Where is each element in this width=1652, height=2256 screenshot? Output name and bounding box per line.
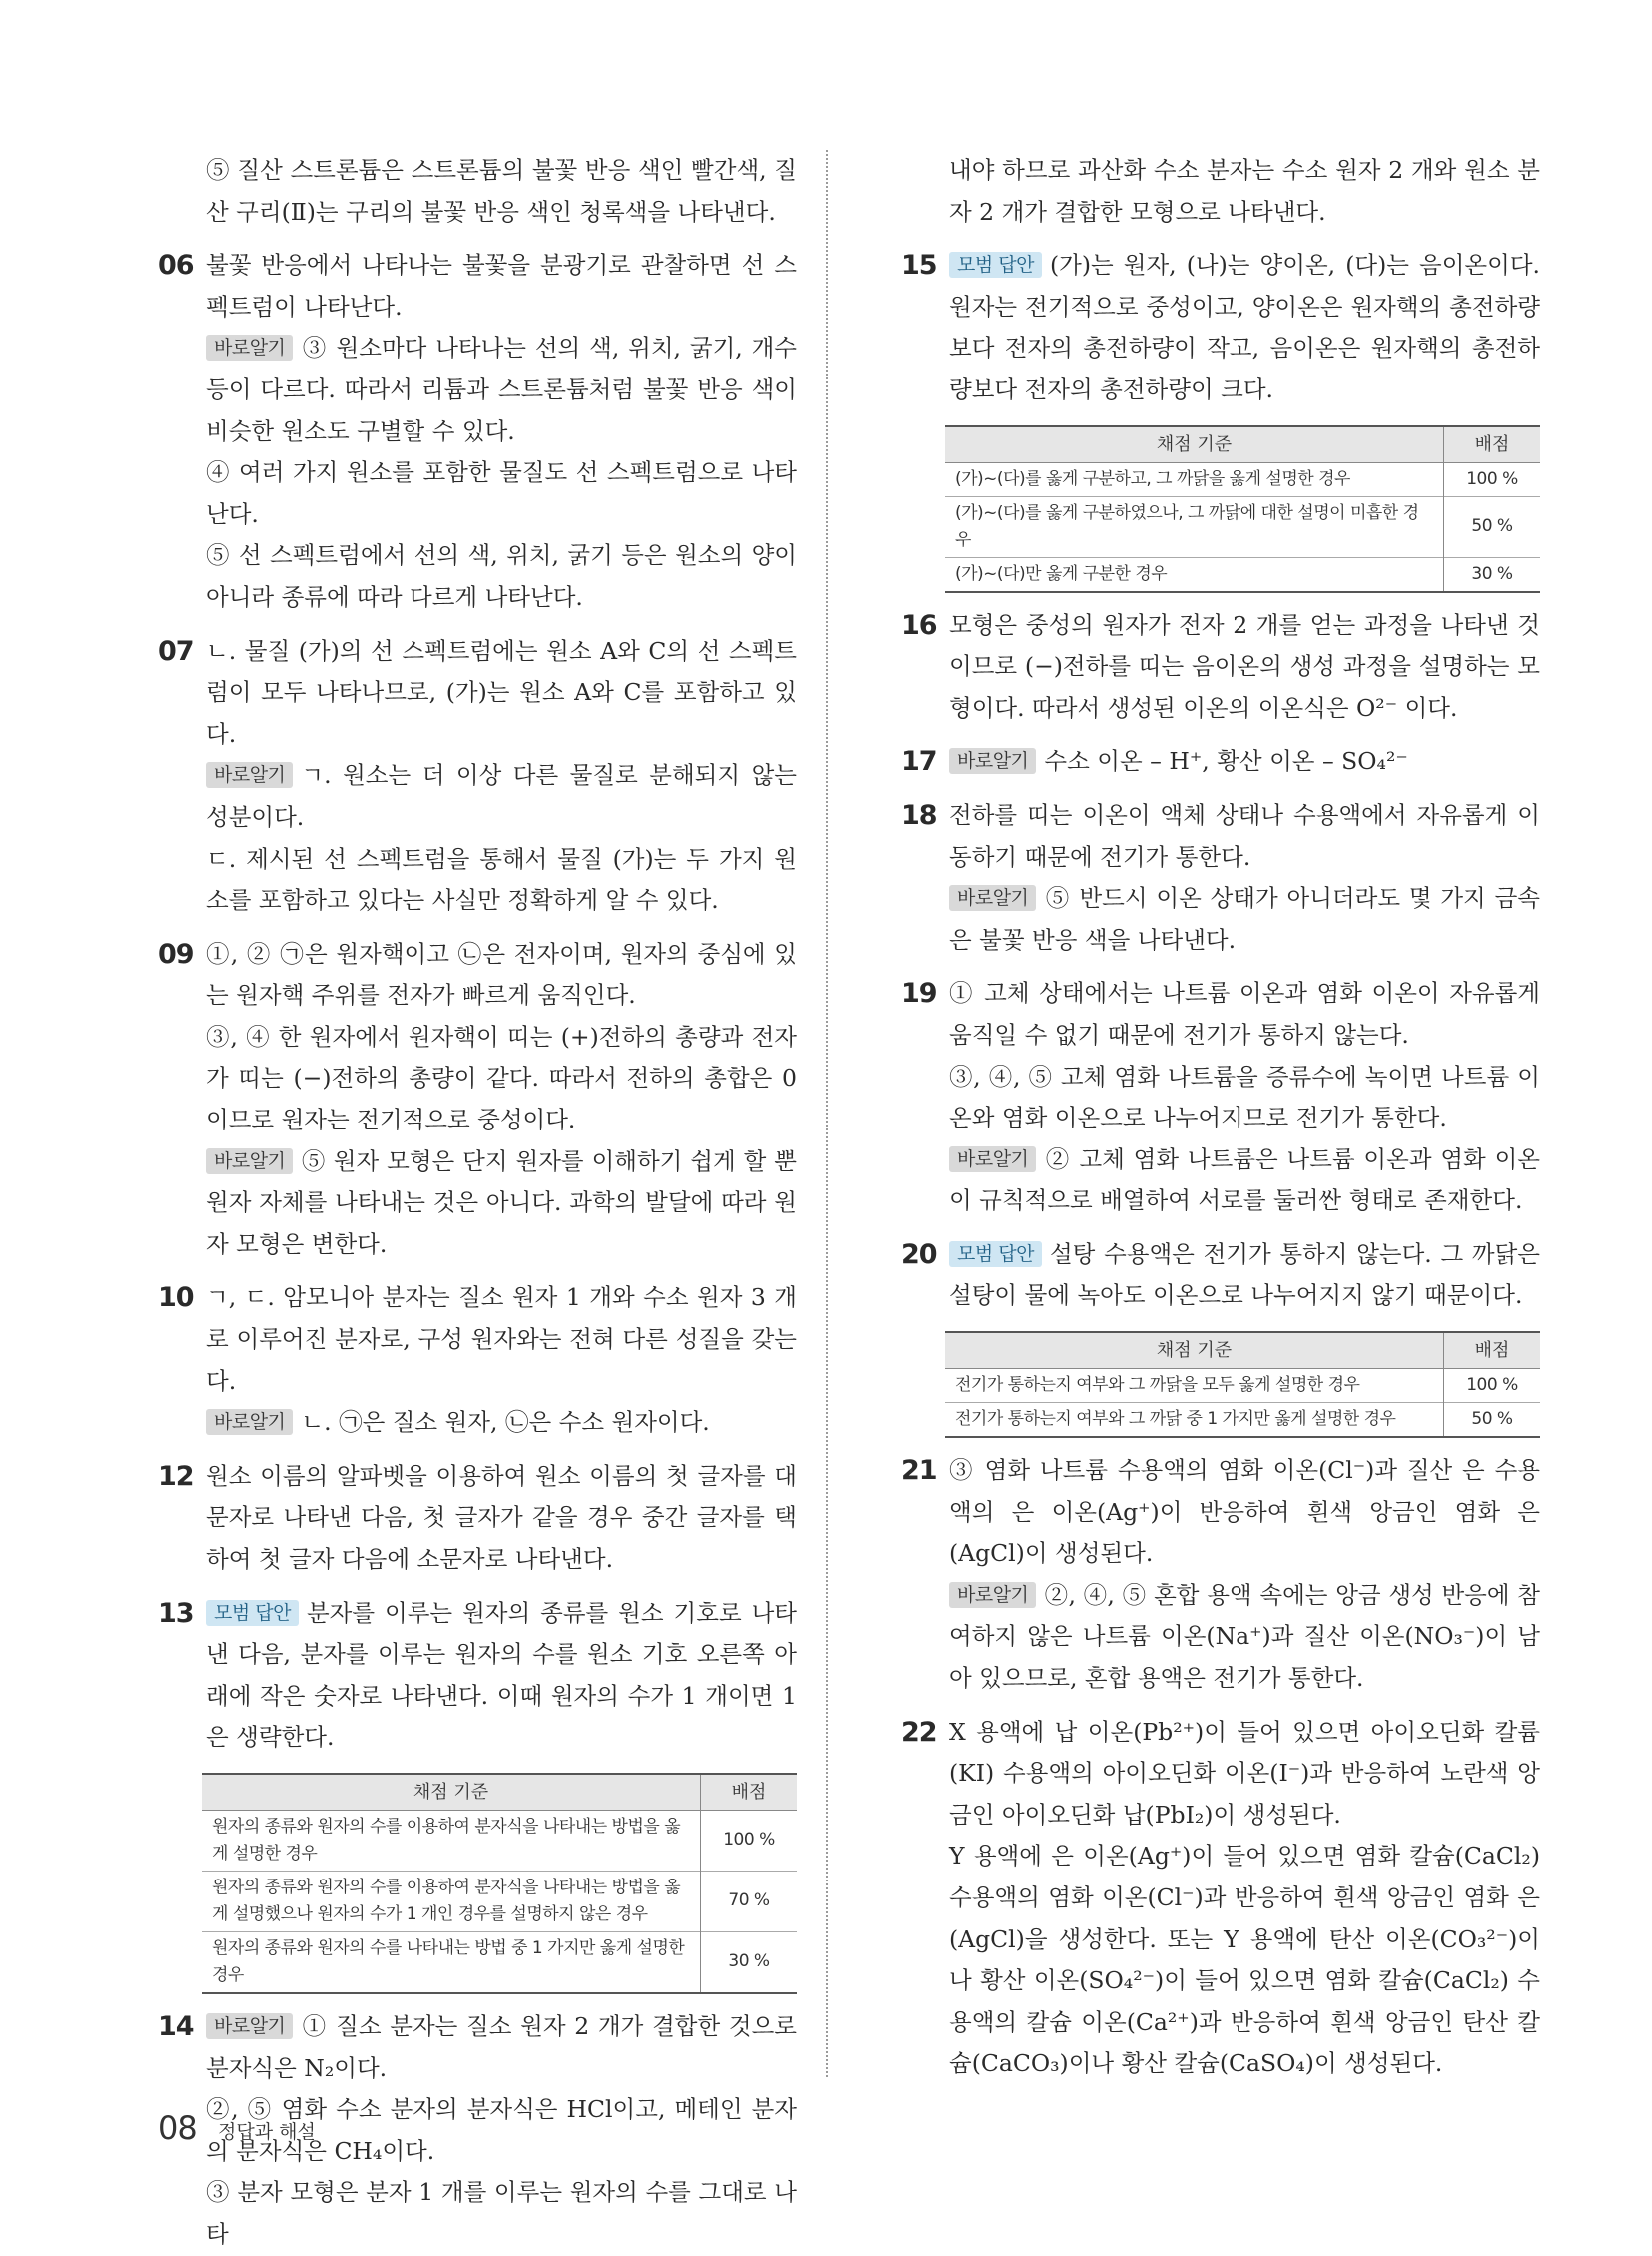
answer-item <box>901 973 1540 1222</box>
answer-item <box>158 631 797 922</box>
answer-paragraph <box>949 1139 1540 1222</box>
paragraph-text: 설탕 수용액은 전기가 통하지 않는다. 그 까닭은 설탕이 물에 녹아도 이온으로 나누어지지 않기 때문이다. <box>949 1239 1540 1310</box>
paragraph-text: ②, ⑤ 염화 수소 분자의 분자식은 HCl이고, 메테인 분자의 분자식은 CH₄이다. <box>206 2095 797 2165</box>
table-header-criteria: 채점 기준 <box>202 1774 701 1811</box>
paragraph-text: 모형은 중성의 원자가 전자 2 개를 얻는 과정을 나타낸 것이므로 (−)전하를 띠는 음이온의 생성 과정을 설명하는 모형이다. 따라서 생성된 이온의 이온식은 O²⁻ 이다. <box>949 610 1540 722</box>
answer-paragraph <box>949 878 1540 961</box>
answer-paragraph <box>206 328 797 452</box>
paragraph-text: 원소 이름의 알파벳을 이용하여 원소 이름의 첫 글자를 대문자로 나타낸 다음, 첫 글자가 같을 경우 중간 글자를 택하여 첫 글자 다음에 소문자로 나타낸다. <box>206 1461 797 1573</box>
answer-item <box>901 1234 1540 1438</box>
table-header-score: 배점 <box>1444 426 1541 463</box>
paragraph-text: ⑤ 질산 스트론튬은 스트론튬의 불꽃 반응 색인 빨간색, 질산 구리(Ⅱ)는 구리의 불꽃 반응 색인 청록색을 나타낸다. <box>206 156 797 226</box>
table-cell-criteria: 전기가 통하는지 여부와 그 까닭을 모두 옳게 설명한 경우 <box>945 1369 1444 1403</box>
answer-paragraph <box>949 150 1540 233</box>
table-cell-score: 30 % <box>701 1931 798 1993</box>
answer-paragraph <box>949 245 1540 410</box>
table-cell-score: 70 % <box>701 1871 798 1931</box>
answer-paragraph <box>206 934 797 1017</box>
answer-paragraph <box>206 755 797 838</box>
answer-paragraph <box>206 1141 797 1266</box>
table-cell-score: 100 % <box>701 1810 798 1871</box>
table-cell-score: 100 % <box>1444 462 1541 496</box>
correction-badge: 바로알기 <box>949 748 1036 774</box>
paragraph-text: 불꽃 반응에서 나타나는 불꽃을 분광기로 관찰하면 선 스펙트럼이 나타난다. <box>206 251 797 321</box>
paragraph-text: ㄷ. 제시된 선 스펙트럼을 통해서 물질 (가)는 두 가지 원소를 포함하고 있다는 사실만 정확하게 알 수 있다. <box>206 844 797 915</box>
table-header-criteria: 채점 기준 <box>945 1332 1444 1369</box>
table-cell-criteria: 전기가 통하는지 여부와 그 까닭 중 1 가지만 옳게 설명한 경우 <box>945 1403 1444 1438</box>
table-row <box>945 496 1540 557</box>
table-cell-score: 50 % <box>1444 1403 1541 1438</box>
table-cell-criteria: 원자의 종류와 원자의 수를 이용하여 분자식을 나타내는 방법을 옳게 설명했으나 원자의 수가 1 개인 경우를 설명하지 않은 경우 <box>202 1871 701 1931</box>
answer-paragraph <box>949 795 1540 878</box>
table-row <box>945 557 1540 592</box>
answer-item <box>158 1456 797 1581</box>
answer-item <box>901 741 1540 783</box>
paragraph-text: ⑤ 반드시 이온 상태가 아니더라도 몇 가지 금속은 불꽃 반응 색을 나타낸다. <box>949 884 1540 954</box>
answer-paragraph <box>206 2006 797 2089</box>
table-cell-criteria: (가)~(다)만 옳게 구분한 경우 <box>945 557 1444 592</box>
answer-item <box>158 934 797 1266</box>
answer-paragraph <box>206 245 797 328</box>
answer-paragraph <box>206 631 797 756</box>
right-column <box>901 150 1540 2085</box>
table-row <box>945 1403 1540 1438</box>
paragraph-text: 수소 이온 – H⁺, 황산 이온 – SO₄²⁻ <box>1044 747 1408 776</box>
scoring-table <box>202 1773 797 1994</box>
answer-paragraph <box>206 1456 797 1581</box>
answer-paragraph <box>206 1593 797 1759</box>
correction-badge: 바로알기 <box>206 762 293 788</box>
answer-item <box>901 150 1540 233</box>
paragraph-text: ㄴ. ㉠은 질소 원자, ㉡은 수소 원자이다. <box>301 1408 710 1437</box>
paragraph-text: ㄴ. 물질 (가)의 선 스펙트럼에는 원소 A와 C의 선 스펙트럼이 모두 나타나므로, (가)는 원소 A와 C를 포함하고 있다. <box>206 636 797 748</box>
paragraph-text: ⑤ 선 스펙트럼에서 선의 색, 위치, 굵기 등은 원소의 양이 아니라 종류에 따라 다르게 나타난다. <box>206 541 797 611</box>
scoring-table <box>945 425 1540 593</box>
answer-item <box>901 245 1540 592</box>
correction-badge: 바로알기 <box>206 1148 293 1174</box>
table-row <box>202 1871 797 1931</box>
answer-paragraph <box>949 1836 1540 2085</box>
question-number: 17 <box>901 746 937 778</box>
question-number: 22 <box>901 1716 937 1748</box>
question-number: 15 <box>901 250 937 282</box>
question-number: 20 <box>901 1238 937 1270</box>
question-number: 07 <box>158 635 194 667</box>
model-answer-badge: 모범 답안 <box>949 1241 1042 1267</box>
answer-paragraph <box>206 2172 797 2255</box>
answer-item <box>158 245 797 618</box>
answer-paragraph <box>206 1277 797 1402</box>
correction-badge: 바로알기 <box>949 1582 1036 1608</box>
table-cell-score: 100 % <box>1444 1369 1541 1403</box>
answer-paragraph <box>949 973 1540 1056</box>
paragraph-text: 전하를 띠는 이온이 액체 상태나 수용액에서 자유롭게 이동하기 때문에 전기가 통한다. <box>949 800 1540 871</box>
answer-paragraph <box>206 150 797 233</box>
correction-badge: 바로알기 <box>206 2013 293 2039</box>
question-number: 21 <box>901 1455 937 1487</box>
answer-paragraph <box>949 1450 1540 1575</box>
table-cell-score: 50 % <box>1444 496 1541 557</box>
answer-paragraph <box>206 839 797 922</box>
model-answer-badge: 모범 답안 <box>949 252 1042 278</box>
answer-paragraph <box>206 535 797 618</box>
answer-item <box>158 1593 797 1994</box>
answer-paragraph <box>949 1057 1540 1139</box>
paragraph-text: Y 용액에 은 이온(Ag⁺)이 들어 있으면 염화 칼슘(CaCl₂) 수용액의 염화 이온(Cl⁻)과 반응하여 흰색 앙금인 염화 은(AgCl)을 생성한다. 또는 Y 용액에 탄산 이온(CO₃²⁻)이나 황산 이온(SO₄²⁻)이 들어 있으면 염화 칼슘(CaCl₂) 수용액의 칼슘 이온(Ca²⁺)과 반응하여 흰색 앙금인 탄산 칼슘(CaCO₃)이나 황산 칼슘(CaSO₄)이 생성된다. <box>949 1842 1540 2078</box>
table-row <box>945 1369 1540 1403</box>
question-number: 10 <box>158 1282 194 1314</box>
correction-badge: 바로알기 <box>949 1146 1036 1172</box>
table-cell-criteria: (가)~(다)를 옳게 구분하였으나, 그 까닭에 대한 설명이 미흡한 경우 <box>945 496 1444 557</box>
paragraph-text: ②, ④, ⑤ 혼합 용액 속에는 앙금 생성 반응에 참여하지 않은 나트륨 이온(Na⁺)과 질산 이온(NO₃⁻)이 남아 있으므로, 혼합 용액은 전기가 통한다. <box>949 1580 1540 1693</box>
correction-badge: 바로알기 <box>949 885 1036 911</box>
footer-label: 정답과 해설 <box>218 2121 316 2143</box>
paragraph-text: ③, ④ 한 원자에서 원자핵이 띠는 (+)전하의 총량과 전자가 띠는 (−)전하의 총량이 같다. 따라서 전하의 총합은 0이므로 원자는 전기적으로 중성이다. <box>206 1022 797 1134</box>
column-divider <box>826 150 828 2077</box>
answer-paragraph <box>949 1575 1540 1700</box>
table-row <box>945 462 1540 496</box>
table-header-criteria: 채점 기준 <box>945 426 1444 463</box>
scoring-table <box>945 1331 1540 1438</box>
paragraph-text: ㄱ. 원소는 더 이상 다른 물질로 분해되지 않는 성분이다. <box>206 761 797 831</box>
question-number: 18 <box>901 799 937 831</box>
question-number: 06 <box>158 250 194 282</box>
question-number: 14 <box>158 2010 194 2042</box>
paragraph-text: ⑤ 원자 모형은 단지 원자를 이해하기 쉽게 할 뿐 원자 자체를 나타내는 것은 아니다. 과학의 발달에 따라 원자 모형은 변한다. <box>206 1146 797 1258</box>
table-row <box>202 1810 797 1871</box>
correction-badge: 바로알기 <box>206 1409 293 1435</box>
left-column <box>158 150 797 2256</box>
table-cell-score: 30 % <box>1444 557 1541 592</box>
paragraph-text: (가)는 원자, (나)는 양이온, (다)는 음이온이다. 원자는 전기적으로 중성이고, 양이온은 원자핵의 총전하량보다 전자의 총전하량이 작고, 음이온은 원자핵의 총전하량보다 전자의 총전하량이 크다. <box>949 251 1540 403</box>
answer-paragraph <box>949 605 1540 730</box>
paragraph-text: ③ 분자 모형은 분자 1 개를 이루는 원자의 수를 그대로 나타 <box>206 2178 797 2248</box>
paragraph-text: 분자를 이루는 원자의 종류를 원소 기호로 나타낸 다음, 분자를 이루는 원자의 수를 원소 기호 오른쪽 아래에 작은 숫자로 나타낸다. 이때 원자의 수가 1 개이면 1은 생략한다. <box>206 1598 797 1752</box>
paragraph-text: ② 고체 염화 나트륨은 나트륨 이온과 염화 이온이 규칙적으로 배열하여 서로를 둘러싼 형태로 존재한다. <box>949 1144 1540 1215</box>
model-answer-badge: 모범 답안 <box>206 1600 299 1626</box>
paragraph-text: 내야 하므로 과산화 수소 분자는 수소 원자 2 개와 원소 분자 2 개가 결합한 모형으로 나타낸다. <box>949 156 1540 226</box>
answer-paragraph <box>206 452 797 535</box>
paragraph-text: ① 질소 분자는 질소 원자 2 개가 결합한 것으로 분자식은 N₂이다. <box>206 2011 797 2082</box>
answer-paragraph <box>949 1234 1540 1317</box>
answer-paragraph <box>949 741 1540 783</box>
correction-badge: 바로알기 <box>206 335 293 361</box>
answer-item <box>158 150 797 233</box>
paragraph-text: ③ 원소마다 나타나는 선의 색, 위치, 굵기, 개수 등이 다르다. 따라서 리튬과 스트론튬처럼 불꽃 반응 색이 비슷한 원소도 구별할 수 있다. <box>206 334 797 445</box>
answer-paragraph <box>949 1712 1540 1837</box>
table-cell-criteria: 원자의 종류와 원자의 수를 이용하여 분자식을 나타내는 방법을 옳게 설명한 경우 <box>202 1810 701 1871</box>
paragraph-text: ㄱ, ㄷ. 암모니아 분자는 질소 원자 1 개와 수소 원자 3 개로 이루어진 분자로, 구성 원자와는 전혀 다른 성질을 갖는다. <box>206 1283 797 1395</box>
table-cell-criteria: 원자의 종류와 원자의 수를 나타내는 방법 중 1 가지만 옳게 설명한 경우 <box>202 1931 701 1993</box>
paragraph-text: ①, ② ㉠은 원자핵이고 ㉡은 전자이며, 원자의 중심에 있는 원자핵 주위를 전자가 빠르게 움직인다. <box>206 939 797 1010</box>
answer-item <box>901 1450 1540 1700</box>
page-number: 08 <box>158 2109 197 2147</box>
paragraph-text: ③, ④, ⑤ 고체 염화 나트륨을 증류수에 녹이면 나트륨 이온와 염화 이온으로 나누어지므로 전기가 통한다. <box>949 1062 1540 1132</box>
answer-item <box>901 1712 1540 2085</box>
question-number: 19 <box>901 978 937 1010</box>
table-row <box>202 1931 797 1993</box>
answer-item <box>901 605 1540 730</box>
answer-item <box>901 795 1540 961</box>
question-number: 09 <box>158 938 194 970</box>
paragraph-text: X 용액에 납 이온(Pb²⁺)이 들어 있으면 아이오딘화 칼륨(KI) 수용액의 아이오딘화 이온(I⁻)과 반응하여 노란색 앙금인 아이오딘화 납(PbI₂)이 생성된다. <box>949 1717 1540 1829</box>
paragraph-text: ① 고체 상태에서는 나트륨 이온과 염화 이온이 자유롭게 움직일 수 없기 때문에 전기가 통하지 않는다. <box>949 979 1540 1049</box>
table-cell-criteria: (가)~(다)를 옳게 구분하고, 그 까닭을 옳게 설명한 경우 <box>945 462 1444 496</box>
question-number: 16 <box>901 609 937 641</box>
question-number: 12 <box>158 1460 194 1492</box>
table-header-score: 배점 <box>1444 1332 1541 1369</box>
answer-item <box>158 1277 797 1443</box>
answer-paragraph <box>206 1017 797 1141</box>
question-number: 13 <box>158 1597 194 1629</box>
table-header-score: 배점 <box>701 1774 798 1811</box>
paragraph-text: ④ 여러 가지 원소를 포함한 물질도 선 스펙트럼으로 나타난다. <box>206 458 797 528</box>
paragraph-text: ③ 염화 나트륨 수용액의 염화 이온(Cl⁻)과 질산 은 수용액의 은 이온(Ag⁺)이 반응하여 흰색 앙금인 염화 은(AgCl)이 생성된다. <box>949 1456 1540 1568</box>
answer-paragraph <box>206 1402 797 1444</box>
